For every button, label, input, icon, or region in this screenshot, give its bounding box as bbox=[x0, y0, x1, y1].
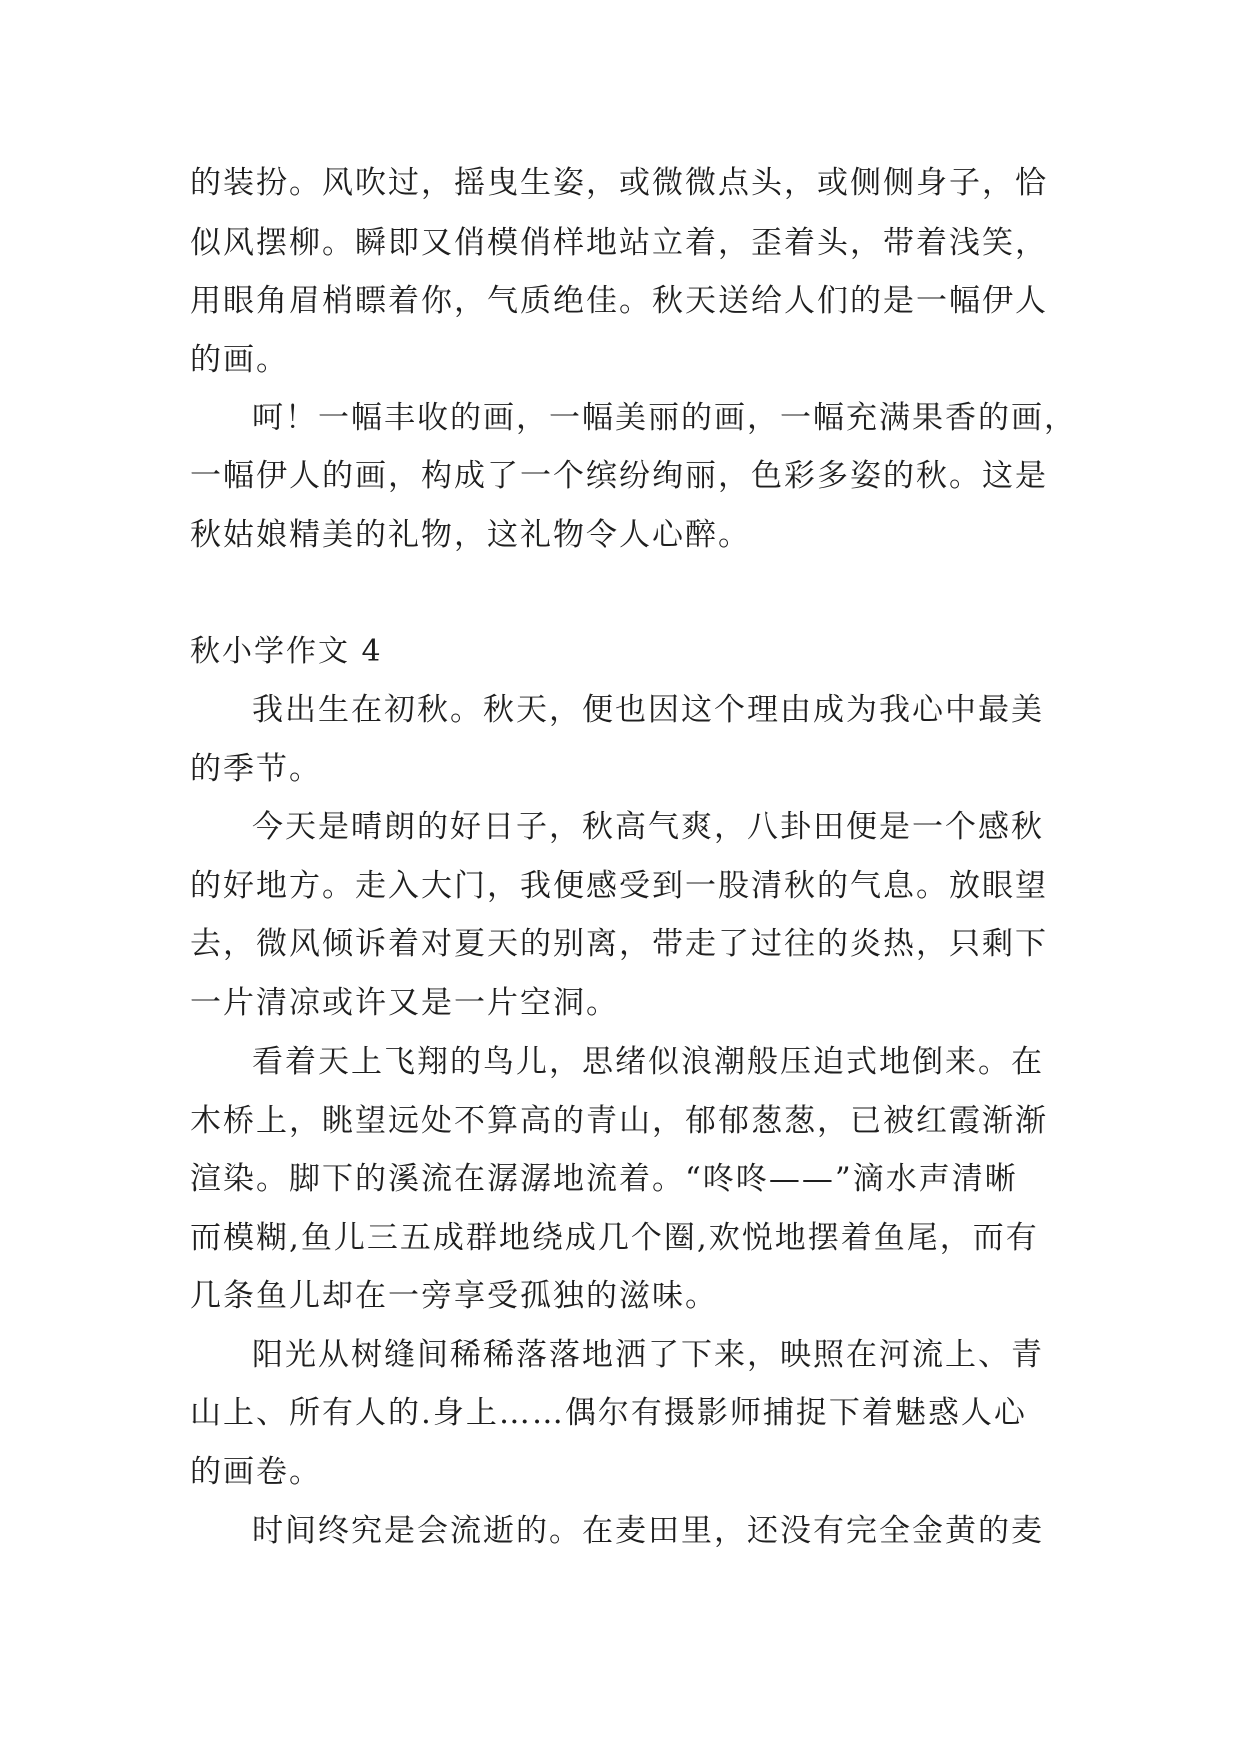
paragraph-1-line-3: 用眼角眉梢瞟着你，气质绝佳。秋天送给人们的是一幅伊人 bbox=[190, 283, 1048, 319]
paragraph-5-line-3: 渲染。脚下的溪流在潺潺地流着。“咚咚——”滴水声清晰 bbox=[190, 1161, 1018, 1197]
paragraph-1-line-2: 似风摆柳。瞬即又俏模俏样地站立着，歪着头，带着浅笑， bbox=[190, 225, 1048, 261]
paragraph-3-line-1: 我出生在初秋。秋天，便也因这个理由成为我心中最美 bbox=[252, 692, 1044, 728]
paragraph-6-line-3: 的画卷。 bbox=[190, 1454, 322, 1490]
paragraph-5-line-1: 看着天上飞翔的鸟儿，思绪似浪潮般压迫式地倒来。在 bbox=[252, 1044, 1044, 1080]
paragraph-1-line-1: 的装扮。风吹过，摇曳生姿，或微微点头，或侧侧身子，恰 bbox=[190, 165, 1048, 201]
paragraph-2-line-3: 秋姑娘精美的礼物，这礼物令人心醉。 bbox=[190, 517, 751, 553]
paragraph-7-line-1: 时间终究是会流逝的。在麦田里，还没有完全金黄的麦 bbox=[252, 1513, 1044, 1549]
paragraph-6-line-2: 山上、所有人的.身上……偶尔有摄影师捕捉下着魅惑人心 bbox=[190, 1395, 1027, 1431]
section-title: 秋小学作文 4 bbox=[190, 634, 383, 669]
paragraph-3-line-2: 的季节。 bbox=[190, 751, 322, 787]
paragraph-5-line-5: 几条鱼儿却在一旁享受孤独的滋味。 bbox=[190, 1278, 718, 1314]
paragraph-4-line-3: 去，微风倾诉着对夏天的别离，带走了过往的炎热，只剩下 bbox=[190, 926, 1048, 962]
paragraph-4-line-2: 的好地方。走入大门，我便感受到一股清秋的气息。放眼望 bbox=[190, 868, 1048, 904]
paragraph-4-line-4: 一片清凉或许又是一片空洞。 bbox=[190, 985, 619, 1021]
paragraph-2-line-1: 呵！一幅丰收的画，一幅美丽的画，一幅充满果香的画， bbox=[252, 400, 1077, 436]
paragraph-2-line-2: 一幅伊人的画，构成了一个缤纷绚丽，色彩多姿的秋。这是 bbox=[190, 458, 1048, 494]
paragraph-5-line-2: 木桥上，眺望远处不算高的青山，郁郁葱葱，已被红霞渐渐 bbox=[190, 1103, 1048, 1139]
paragraph-6-line-1: 阳光从树缝间稀稀落落地洒了下来，映照在河流上、青 bbox=[252, 1337, 1044, 1373]
paragraph-1-line-4: 的画。 bbox=[190, 342, 289, 378]
paragraph-4-line-1: 今天是晴朗的好日子，秋高气爽，八卦田便是一个感秋 bbox=[252, 809, 1044, 845]
paragraph-5-line-4: 而模糊,鱼儿三五成群地绕成几个圈,欢悦地摆着鱼尾，而有 bbox=[190, 1220, 1039, 1256]
